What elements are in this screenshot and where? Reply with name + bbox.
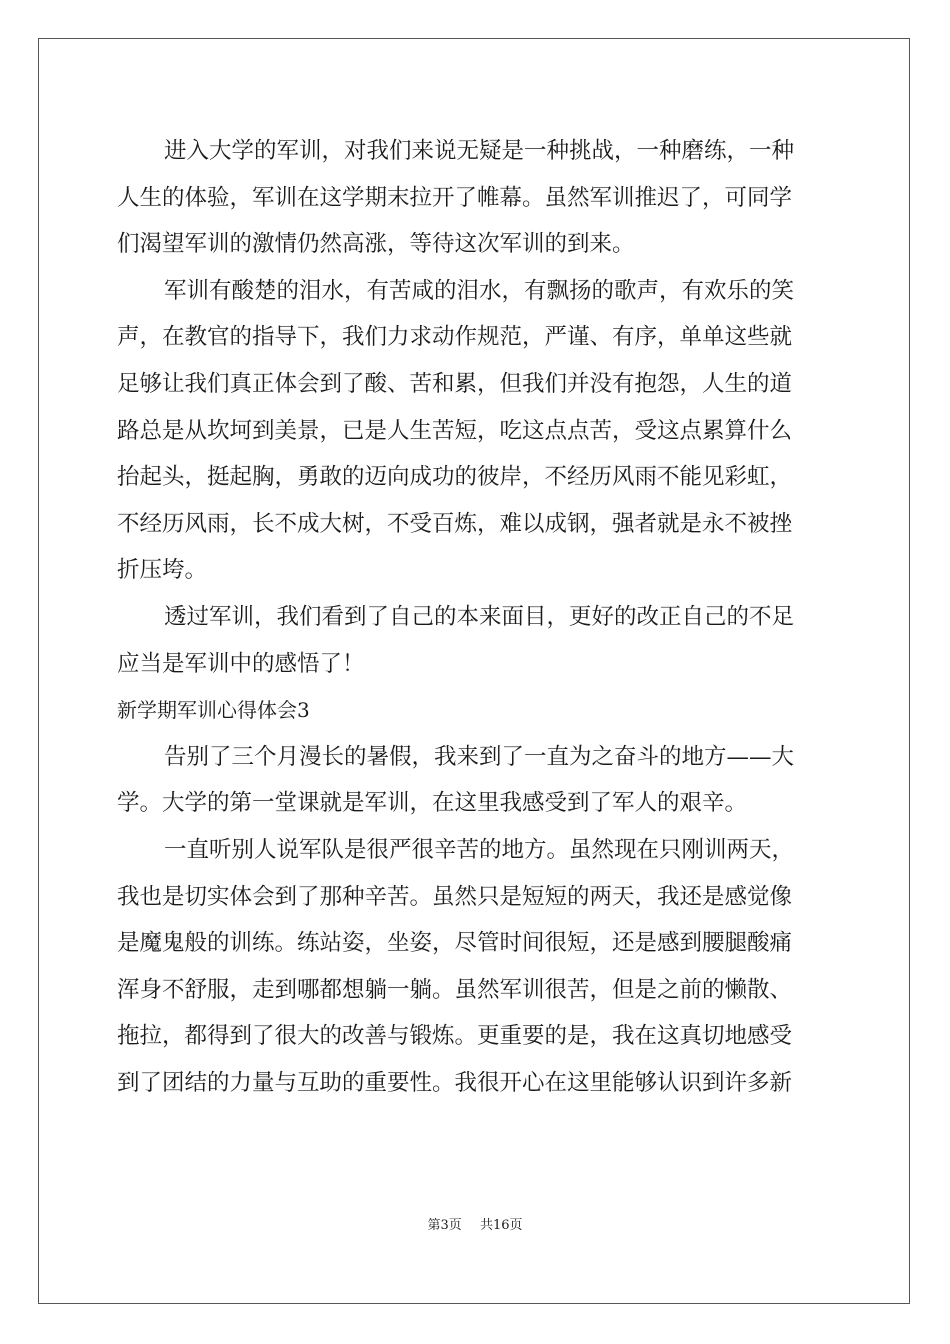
text-line: 抬起头，挺起胸，勇敢的迈向成功的彼岸，不经历风雨不能见彩虹，: [117, 464, 793, 491]
text-line: 是魔鬼般的训练。练站姿，坐姿，尽管时间很短，还是感到腰腿酸痛: [117, 930, 793, 957]
text-line: 足够让我们真正体会到了酸、苦和累，但我们并没有抱怨，人生的道: [117, 370, 793, 397]
text-line: 透过军训，我们看到了自己的本来面目，更好的改正自己的不足: [164, 603, 795, 630]
text-line: 进入大学的军训，对我们来说无疑是一种挑战，一种磨练，一种: [164, 138, 795, 164]
text-line: 不经历风雨，长不成大树，不受百炼，难以成钢，强者就是永不被挫: [117, 510, 793, 537]
text-line: 军训有酸楚的泪水，有苦咸的泪水，有飘扬的歌声，有欢乐的笑: [164, 277, 795, 304]
text-line: 拖拉，都得到了很大的改善与锻炼。更重要的是，我在这真切地感受: [117, 1023, 793, 1050]
text-line: 学。大学的第一堂课就是军训，在这里我感受到了军人的艰辛。: [117, 790, 748, 817]
text-line: 我也是切实体会到了那种辛苦。虽然只是短短的两天，我还是感觉像: [117, 883, 793, 910]
text-line: 们渴望军训的激情仍然高涨，等待这次军训的到来。: [117, 231, 635, 258]
page-number: 第3页: [427, 1218, 462, 1233]
text-line: 路总是从坎坷到美景，已是人生苦短，吃这点点苦，受这点累算什么: [117, 417, 793, 444]
text-line: 声，在教官的指导下，我们力求动作规范，严谨、有序，单单这些就: [117, 324, 793, 351]
text-line: 一直听别人说军队是很严很辛苦的地方。虽然现在只刚训两天，: [164, 836, 795, 863]
page-footer: [0, 1217, 950, 1235]
text-line: 告别了三个月漫长的暑假，我来到了一直为之奋斗的地方——大: [164, 743, 795, 770]
text-line: 应当是军训中的感悟了！: [117, 650, 365, 677]
text-line: 浑身不舒服，走到哪都想躺一躺。虽然军训很苦，但是之前的懒散、: [117, 976, 793, 1003]
text-line: 折压垮。: [117, 557, 208, 584]
document-body: [117, 128, 837, 1106]
page-total: 共16页: [479, 1218, 523, 1233]
section-heading: 新学期军训心得体会3: [117, 698, 310, 723]
text-line: 人生的体验，军训在这学期末拉开了帷幕。虽然军训推迟了，可同学: [117, 184, 793, 211]
text-line: 到了团结的力量与互助的重要性。我很开心在这里能够认识到许多新: [117, 1069, 793, 1096]
